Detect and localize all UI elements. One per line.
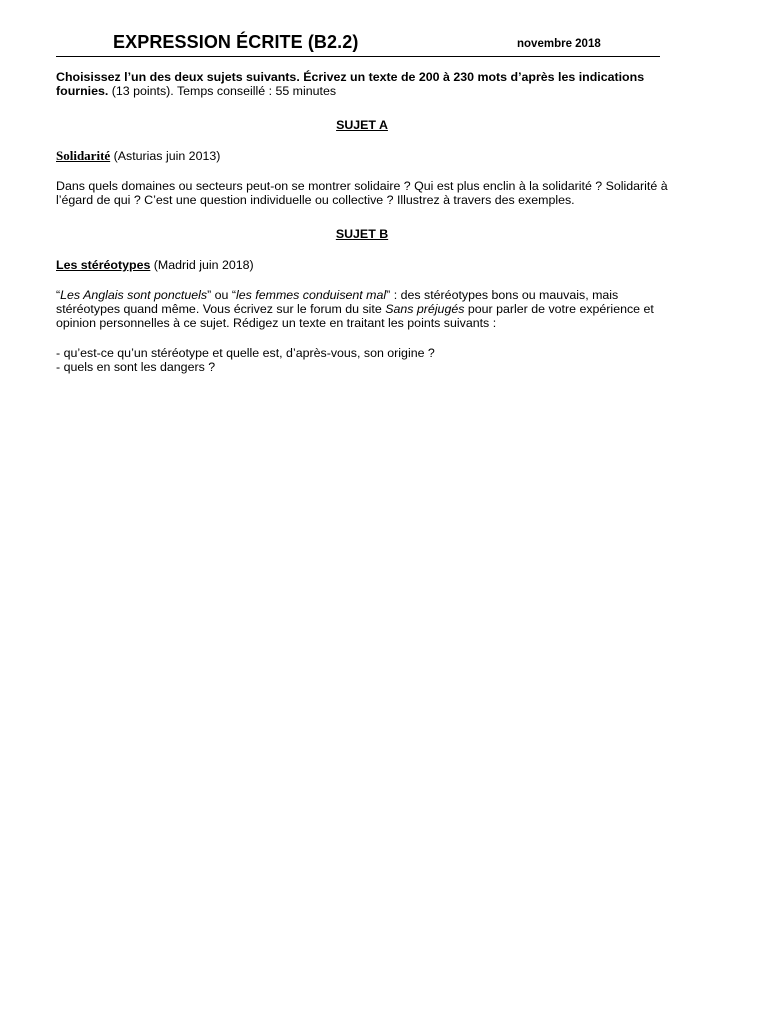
instructions-points: (13 points). Temps conseillé : 55 minutes — [108, 84, 337, 98]
document-body — [56, 70, 668, 374]
sujet-a-topic-name: Solidarité — [56, 148, 111, 163]
quote-1: Les Anglais sont ponctuels — [60, 288, 208, 302]
text-after-quotes: ” : des stéréotypes bons ou mauvais, mais stéréotypes quand même. Vous écrivez sur le forum du site — [56, 288, 619, 316]
quote-2: les femmes conduisent mal — [236, 288, 387, 302]
sujet-a-topic-source: (Asturias juin 2013) — [110, 149, 221, 163]
sujet-b-topic-name: Les stéréotypes — [56, 258, 151, 272]
sujet-a-topic — [56, 149, 668, 163]
list-item: - qu’est-ce qu’un stéréotype et quelle est, d’après-vous, son origine ? — [56, 346, 435, 360]
page-header — [56, 30, 660, 57]
quote-open: “ — [56, 288, 61, 302]
sujet-b-topic-source: (Madrid juin 2018) — [150, 258, 254, 272]
list-item: - quels en sont les dangers ? — [56, 360, 216, 374]
sujet-b-topic — [56, 258, 668, 272]
site-name: Sans préjugés — [385, 302, 465, 316]
text-end: pour parler de votre expérience et opinion personnelles à ce sujet. Rédigez un texte en traitant les points suivants : — [56, 302, 654, 330]
instructions-bold: Choisissez l’un des deux sujets suivants. Écrivez un texte de 200 à 230 mots d’après les indications fournies. — [56, 70, 645, 98]
sujet-a-text: Dans quels domaines ou secteurs peut-on se montrer solidaire ? Qui est plus enclin à la solidarité ? Solidarité à l’égard de qui ? C’est une question individuelle ou collective ? Illustrez à travers des exemples. — [56, 179, 668, 207]
sujet-b-points — [56, 346, 668, 374]
exam-date: novembre 2018 — [517, 38, 601, 50]
page-title: EXPRESSION ÉCRITE (B2.2) — [113, 32, 359, 52]
sujet-b-heading: SUJET B — [335, 227, 389, 241]
sujet-a-heading: SUJET A — [336, 118, 388, 132]
quote-mid: ” ou “ — [207, 288, 237, 302]
instructions — [56, 70, 668, 98]
sujet-b-text — [56, 288, 668, 330]
